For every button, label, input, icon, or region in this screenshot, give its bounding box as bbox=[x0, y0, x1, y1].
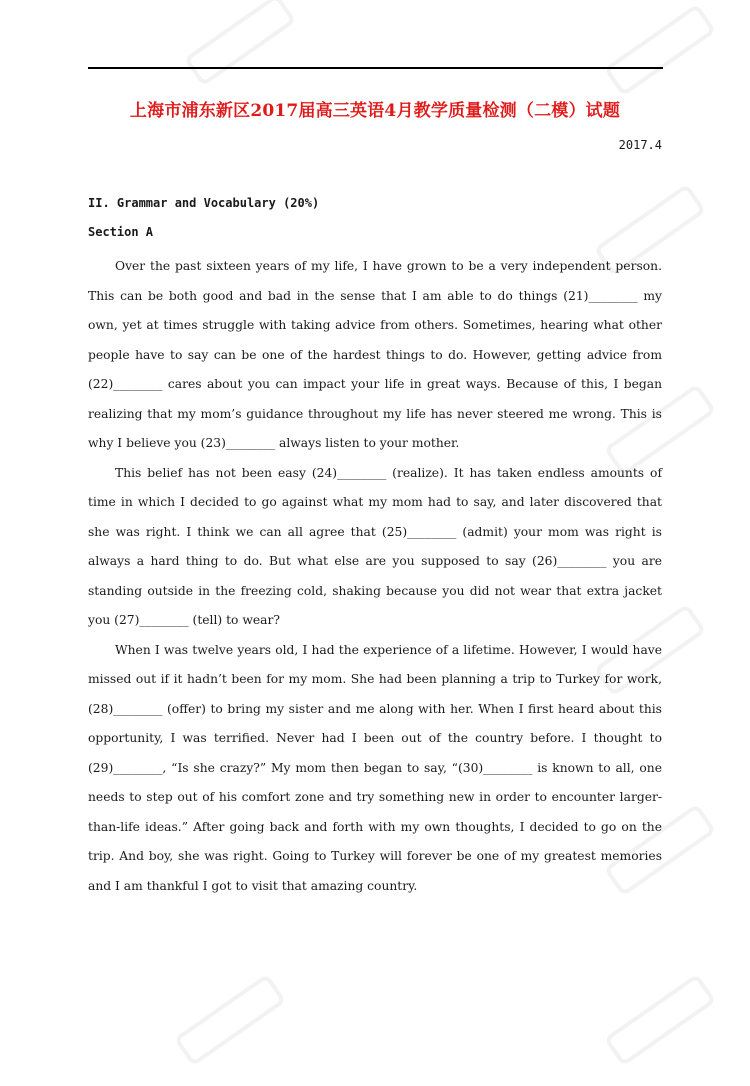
passage bbox=[88, 252, 662, 901]
watermark-logo-icon bbox=[594, 0, 727, 109]
watermark-logo-icon bbox=[174, 0, 307, 99]
paragraph-1: Over the past sixteen years of my life, I have grown to be a very independent person. This can be both good and bad in the sense that I am able to do things (21)________ my own, yet at times struggle with taking advice from others. Sometimes, hearing what other people have to say can be one of the hardest things to do. However, getting advice from (22)________ cares about you can impact your life in great ways. Because of this, I began realizing that my mom’s guidance throughout my life has never steered me wrong. This is why I believe you (23)________ always listen to your mother. bbox=[88, 259, 662, 450]
paragraph-3: When I was twelve years old, I had the experience of a lifetime. However, I would have missed out if it hadn’t been for my mom. She had been planning a trip to Turkey for work, (28)________ (offer) to bring my sister and me along with her. When I first heard about this opportunity, I was terrified. Never had I been out of the country before. I thought to (29)________, “Is she crazy?” My mom then began to say, “(30)________ is known to all, one needs to step out of his comfort zone and try something new in order to encounter larger-than-life ideas.” After going back and forth with my own thoughts, I decided to go on the trip. And boy, she was right. Going to Turkey will forever be one of my greatest memories and I am thankful I got to visit that amazing country. bbox=[88, 642, 662, 893]
top-rule bbox=[88, 67, 663, 69]
subsection-heading: Section A bbox=[88, 225, 154, 239]
document-title: 上海市浦东新区2017届高三英语4月教学质量检测（二模）试题 bbox=[129, 101, 621, 121]
watermark-logo-icon bbox=[164, 961, 297, 1079]
document-date: 2017.4 bbox=[618, 138, 662, 152]
watermark-logo-icon bbox=[594, 961, 727, 1079]
paragraph-2: This belief has not been easy (24)________ (realize). It has taken endless amounts of time in which I decided to go against what my mom had to say, and later discovered that she was right. I think we can all agree that (25)________ (admit) your mom was right is always a hard thing to do. But what else are you supposed to say (26)________ you are standing outside in the freezing cold, shaking because you did not wear that extra jacket you (27)________ (tell) to wear? bbox=[88, 465, 662, 627]
section-heading: II. Grammar and Vocabulary (20%) bbox=[88, 196, 320, 210]
